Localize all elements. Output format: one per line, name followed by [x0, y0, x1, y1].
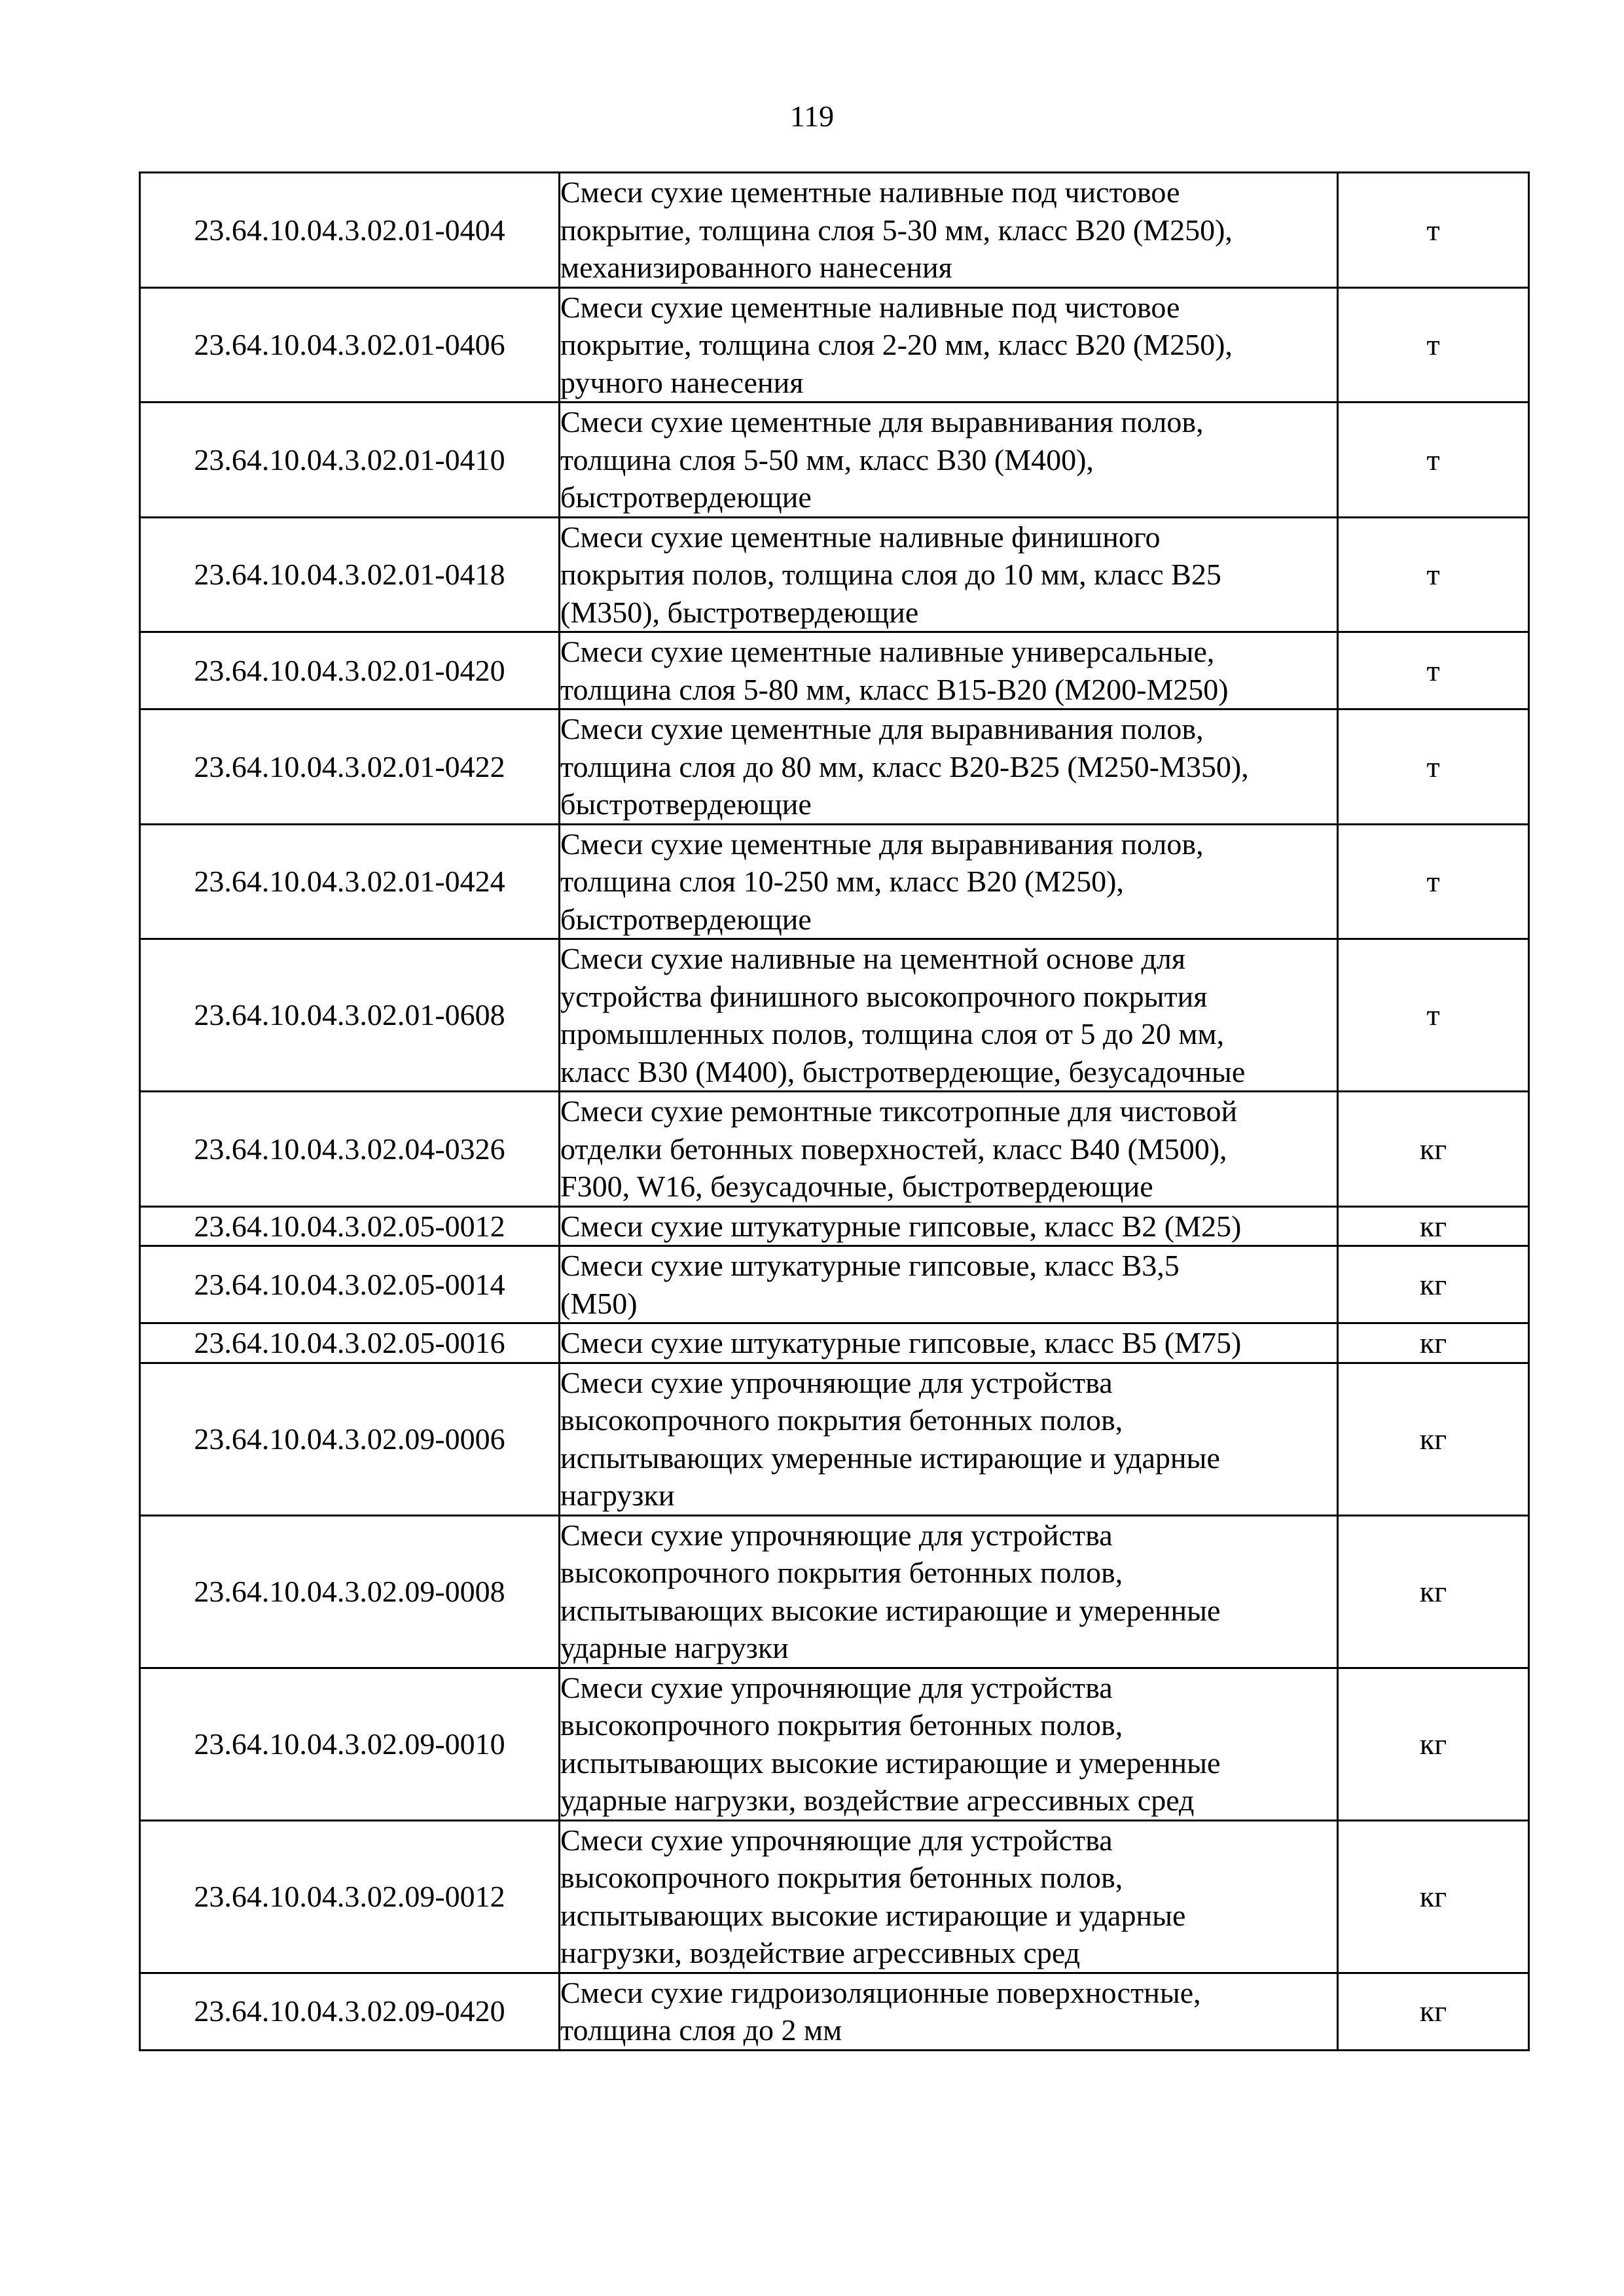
- unit-of-measure: кг: [1338, 1246, 1529, 1323]
- resource-name: [560, 517, 1338, 632]
- resource-name-line: промышленных полов, толщина слоя от 5 до 20 мм,: [560, 1017, 1225, 1050]
- table-row: [140, 709, 1529, 825]
- table-row: [140, 287, 1529, 403]
- table-row: [140, 1246, 1529, 1323]
- resource-name: [560, 1092, 1338, 1207]
- resource-name: [560, 1515, 1338, 1668]
- resource-name-line: толщина слоя до 80 мм, класс В20-В25 (М250-М350),: [560, 749, 1249, 783]
- resource-name-line: (М350), быстротвердеющие: [560, 595, 919, 629]
- resource-name-line: покрытия полов, толщина слоя до 10 мм, класс В25: [560, 558, 1221, 591]
- unit-of-measure: т: [1338, 709, 1529, 825]
- resource-name-line: Смеси сухие штукатурные гипсовые, класс В2 (М25): [560, 1209, 1242, 1243]
- resource-name-line: класс В30 (М400), быстротвердеющие, безусадочные: [560, 1054, 1246, 1088]
- unit-of-measure: т: [1338, 824, 1529, 939]
- resource-name-line: высокопрочного покрытия бетонных полов,: [560, 1556, 1123, 1589]
- unit-of-measure: т: [1338, 632, 1529, 709]
- table-row: [140, 1820, 1529, 1973]
- resource-name: [560, 709, 1338, 825]
- resource-code: 23.64.10.04.3.02.09-0010: [140, 1668, 560, 1820]
- resource-name: [560, 632, 1338, 709]
- resource-code: 23.64.10.04.3.02.01-0410: [140, 403, 560, 518]
- table-row: [140, 1515, 1529, 1668]
- resource-name-line: Смеси сухие штукатурные гипсовые, класс В3,5: [560, 1249, 1180, 1282]
- resource-name-line: покрытие, толщина слоя 5-30 мм, класс В20 (М250),: [560, 213, 1233, 247]
- table-row: [140, 632, 1529, 709]
- resource-name-line: механизированного нанесения: [560, 251, 952, 284]
- resource-code: 23.64.10.04.3.02.01-0608: [140, 939, 560, 1092]
- resource-code: 23.64.10.04.3.02.01-0422: [140, 709, 560, 825]
- resource-name-line: Смеси сухие цементные наливные финишного: [560, 520, 1161, 554]
- resource-name-line: нагрузки: [560, 1479, 675, 1512]
- resource-name-line: высокопрочного покрытия бетонных полов,: [560, 1861, 1123, 1894]
- resource-code: 23.64.10.04.3.02.01-0404: [140, 173, 560, 288]
- resource-name: [560, 824, 1338, 939]
- unit-of-measure: кг: [1338, 1668, 1529, 1820]
- unit-of-measure: кг: [1338, 1820, 1529, 1973]
- resource-name-line: отделки бетонных поверхностей, класс В40 (М500),: [560, 1132, 1227, 1166]
- resource-name-line: высокопрочного покрытия бетонных полов,: [560, 1403, 1123, 1437]
- unit-of-measure: кг: [1338, 1973, 1529, 2050]
- unit-of-measure: кг: [1338, 1323, 1529, 1363]
- resource-name-line: испытывающих высокие истирающие и умеренные: [560, 1746, 1221, 1780]
- resource-name-line: испытывающих высокие истирающие и умеренные: [560, 1593, 1221, 1627]
- resource-name-line: Смеси сухие цементные наливные под чистовое: [560, 290, 1180, 324]
- table-row: [140, 403, 1529, 518]
- unit-of-measure: т: [1338, 287, 1529, 403]
- resource-code: 23.64.10.04.3.02.01-0418: [140, 517, 560, 632]
- table-row: [140, 1323, 1529, 1363]
- resource-name-line: Смеси сухие упрочняющие для устройства: [560, 1365, 1113, 1399]
- resource-code: 23.64.10.04.3.02.09-0012: [140, 1820, 560, 1973]
- resource-code: 23.64.10.04.3.02.01-0424: [140, 824, 560, 939]
- resource-code: 23.64.10.04.3.02.01-0406: [140, 287, 560, 403]
- resource-name-line: Смеси сухие цементные для выравнивания полов,: [560, 712, 1204, 745]
- resource-name-line: Смеси сухие ремонтные тиксотропные для чистовой: [560, 1094, 1238, 1128]
- resource-name-line: испытывающих умеренные истирающие и ударные: [560, 1441, 1220, 1475]
- resource-name: [560, 1363, 1338, 1515]
- resource-name-line: толщина слоя 10-250 мм, класс В20 (М250),: [560, 865, 1124, 898]
- resource-name-line: быстротвердеющие: [560, 902, 812, 936]
- resource-name-line: ударные нагрузки: [560, 1631, 789, 1664]
- unit-of-measure: кг: [1338, 1515, 1529, 1668]
- resource-name-line: Смеси сухие упрочняющие для устройства: [560, 1670, 1113, 1704]
- table-row: [140, 1206, 1529, 1246]
- page-number: 119: [789, 99, 835, 133]
- resource-name-line: быстротвердеющие: [560, 480, 812, 514]
- resource-name-line: испытывающих высокие истирающие и ударные: [560, 1898, 1186, 1932]
- table-row: [140, 824, 1529, 939]
- resource-code: 23.64.10.04.3.02.05-0016: [140, 1323, 560, 1363]
- resource-name-line: Смеси сухие цементные наливные универсальные,: [560, 635, 1215, 668]
- table-row: [140, 1363, 1529, 1515]
- nomenclature-table: [139, 171, 1530, 2051]
- table-body: [140, 173, 1529, 2051]
- resource-name: [560, 403, 1338, 518]
- resource-name: [560, 1973, 1338, 2050]
- resource-name-line: Смеси сухие упрочняющие для устройства: [560, 1518, 1113, 1552]
- unit-of-measure: т: [1338, 517, 1529, 632]
- resource-code: 23.64.10.04.3.02.01-0420: [140, 632, 560, 709]
- resource-name: [560, 939, 1338, 1092]
- resource-name-line: Смеси сухие цементные для выравнивания полов,: [560, 827, 1204, 861]
- resource-code: 23.64.10.04.3.02.09-0420: [140, 1973, 560, 2050]
- resource-name-line: устройства финишного высокопрочного покрытия: [560, 979, 1208, 1013]
- resource-name-line: нагрузки, воздействие агрессивных сред: [560, 1936, 1081, 1969]
- resource-name-line: Смеси сухие гидроизоляционные поверхностные,: [560, 1975, 1201, 2009]
- resource-name: [560, 1246, 1338, 1323]
- unit-of-measure: кг: [1338, 1363, 1529, 1515]
- resource-name-line: Смеси сухие цементные для выравнивания полов,: [560, 405, 1204, 439]
- resource-name: [560, 1206, 1338, 1246]
- resource-name-line: Смеси сухие упрочняющие для устройства: [560, 1823, 1113, 1857]
- resource-code: 23.64.10.04.3.02.09-0006: [140, 1363, 560, 1515]
- resource-name-line: Смеси сухие штукатурные гипсовые, класс В5 (М75): [560, 1326, 1242, 1359]
- resource-name-line: (М50): [560, 1286, 638, 1320]
- resource-name-line: Смеси сухие цементные наливные под чистовое: [560, 175, 1180, 209]
- table-row: [140, 517, 1529, 632]
- resource-name-line: быстротвердеющие: [560, 787, 812, 821]
- resource-name-line: толщина слоя 5-80 мм, класс В15-В20 (М200-М250): [560, 672, 1229, 706]
- table-row: [140, 173, 1529, 288]
- unit-of-measure: кг: [1338, 1206, 1529, 1246]
- table-row: [140, 1092, 1529, 1207]
- resource-name: [560, 173, 1338, 288]
- resource-name: [560, 1323, 1338, 1363]
- unit-of-measure: кг: [1338, 1092, 1529, 1207]
- table-row: [140, 1973, 1529, 2050]
- resource-code: 23.64.10.04.3.02.05-0014: [140, 1246, 560, 1323]
- resource-name: [560, 1820, 1338, 1973]
- table-row: [140, 939, 1529, 1092]
- unit-of-measure: т: [1338, 939, 1529, 1092]
- resource-name: [560, 1668, 1338, 1820]
- resource-code: 23.64.10.04.3.02.05-0012: [140, 1206, 560, 1246]
- resource-name-line: ударные нагрузки, воздействие агрессивных сред: [560, 1784, 1195, 1817]
- table-row: [140, 1668, 1529, 1820]
- resource-code: 23.64.10.04.3.02.04-0326: [140, 1092, 560, 1207]
- resource-name: [560, 287, 1338, 403]
- unit-of-measure: т: [1338, 173, 1529, 288]
- resource-name-line: толщина слоя 5-50 мм, класс В30 (М400),: [560, 442, 1094, 476]
- resource-name-line: ручного нанесения: [560, 365, 804, 399]
- resource-name-line: высокопрочного покрытия бетонных полов,: [560, 1708, 1123, 1742]
- resource-name-line: покрытие, толщина слоя 2-20 мм, класс В20 (М250),: [560, 328, 1233, 361]
- resource-name-line: F300, W16, безусадочные, быстротвердеющие: [560, 1170, 1153, 1203]
- resource-name-line: Смеси сухие наливные на цементной основе для: [560, 942, 1186, 975]
- unit-of-measure: т: [1338, 403, 1529, 518]
- resource-code: 23.64.10.04.3.02.09-0008: [140, 1515, 560, 1668]
- resource-name-line: толщина слоя до 2 мм: [560, 2013, 842, 2047]
